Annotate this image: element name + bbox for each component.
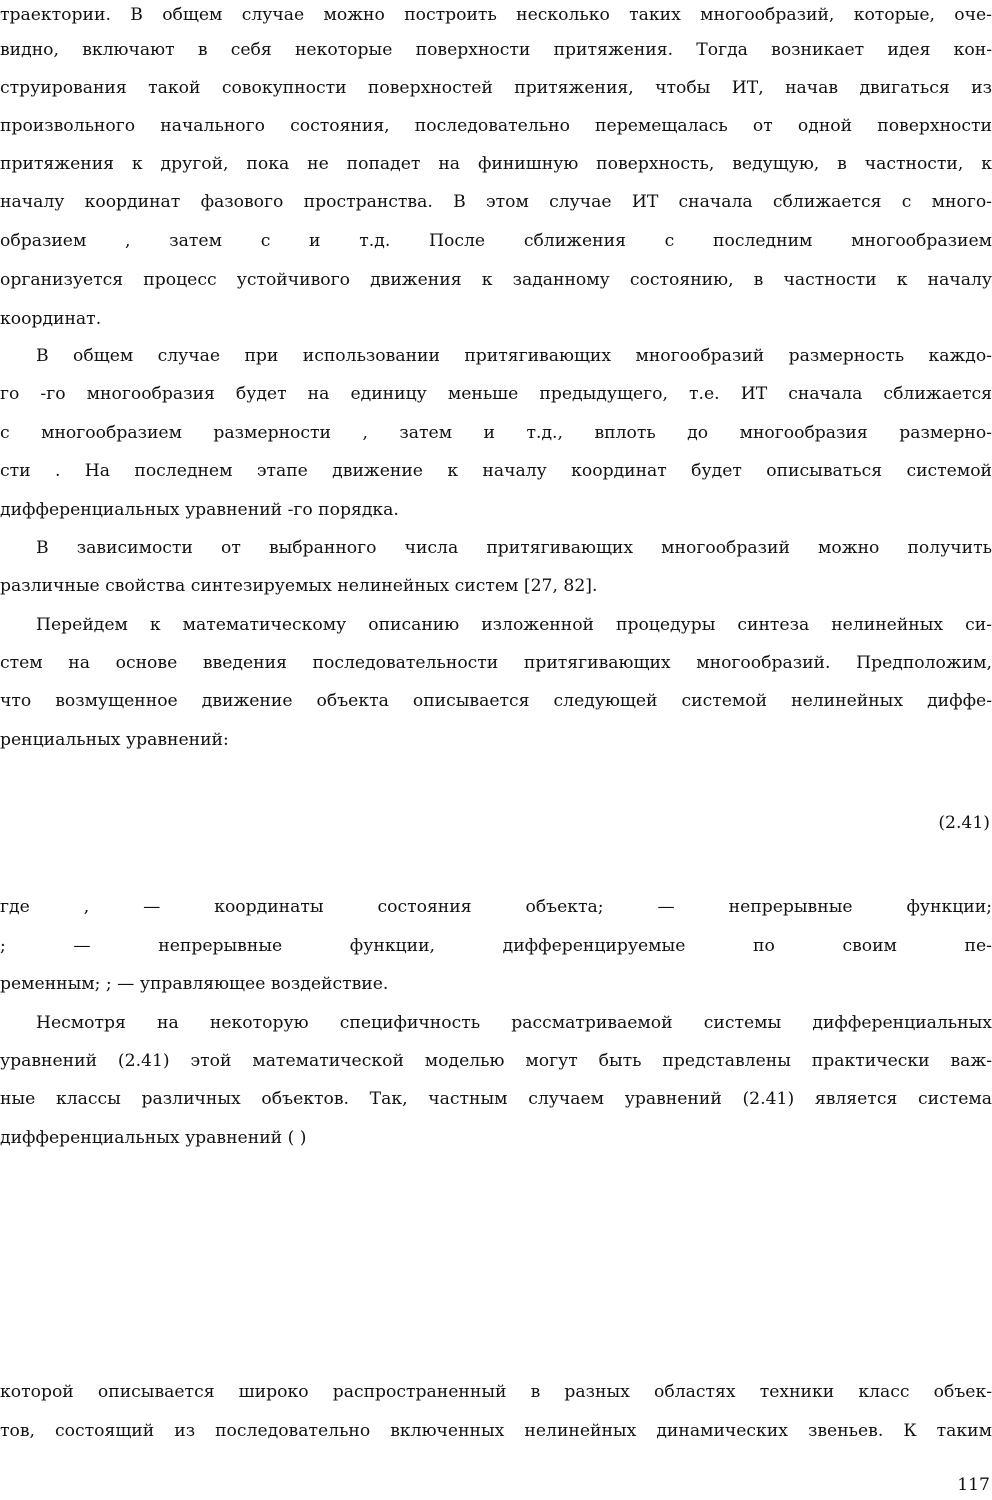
page-number: 117 [957,1475,990,1495]
text-line: В общем случае при использовании притягивающих многообразий размерность каждо- [36,346,992,366]
text-line: с многообразием размерности , затем и т.д., вплоть до многообразия размерно- [0,423,992,443]
text-line: ; — непрерывные функции, дифференцируемые по своим пе- [0,936,992,956]
text-line: Несмотря на некоторую специфичность рассматриваемой системы дифференциальных [36,1013,992,1033]
text-line: траектории. В общем случае можно построить несколько таких многообразий, которые, оче- [0,5,992,25]
text-line: стем на основе введения последовательности притягивающих многообразий. Предположим, [0,653,992,673]
text-line: ременным; ; — управляющее воздействие. [0,974,389,994]
text-line: началу координат фазового пространства. В этом случае ИТ сначала сближается с много- [0,192,992,212]
text-line: что возмущенное движение объекта описывается следующей системой нелинейных диффе- [0,691,992,711]
text-line: ренциальных уравнений: [0,730,229,750]
text-line: тов, состоящий из последовательно включенных нелинейных динамических звеньев. К таким [0,1421,992,1441]
text-line: которой описывается широко распространенный в разных областях техники класс объек- [0,1382,992,1402]
text-line: уравнений (2.41) этой математической моделью могут быть представлены практически важ- [0,1051,992,1071]
text-line: струирования такой совокупности поверхностей притяжения, чтобы ИТ, начав двигаться из [0,78,992,98]
text-line: произвольного начального состояния, последовательно перемещалась от одной поверхности [0,116,992,136]
text-line: образием , затем с и т.д. После сближения с последним многообразием [0,231,992,251]
text-line: координат. [0,309,102,329]
text-line: различные свойства синтезируемых нелинейных систем [27, 82]. [0,576,598,596]
text-line: Перейдем к математическому описанию изложенной процедуры синтеза нелинейных си- [36,615,992,635]
text-line: ные классы различных объектов. Так, частным случаем уравнений (2.41) является система [0,1089,992,1109]
text-line: организуется процесс устойчивого движения к заданному состоянию, в частности к началу [0,270,992,290]
text-line: сти . На последнем этапе движение к началу координат будет описываться системой [0,461,992,481]
text-line: видно, включают в себя некоторые поверхности притяжения. Тогда возникает идея кон- [0,40,992,60]
text-line: В зависимости от выбранного числа притягивающих многообразий можно получить [36,538,992,558]
text-line: дифференциальных уравнений ( ) [0,1128,307,1148]
text-line: го -го многообразия будет на единицу меньше предыдущего, т.е. ИТ сначала сближается [0,384,992,404]
text-line: притяжения к другой, пока не попадет на финишную поверхность, ведущую, в частности, к [0,154,992,174]
equation-number: (2.41) [938,813,990,833]
text-line: дифференциальных уравнений -го порядка. [0,500,399,520]
text-line: где , — координаты состояния объекта; — непрерывные функции; [0,897,992,917]
